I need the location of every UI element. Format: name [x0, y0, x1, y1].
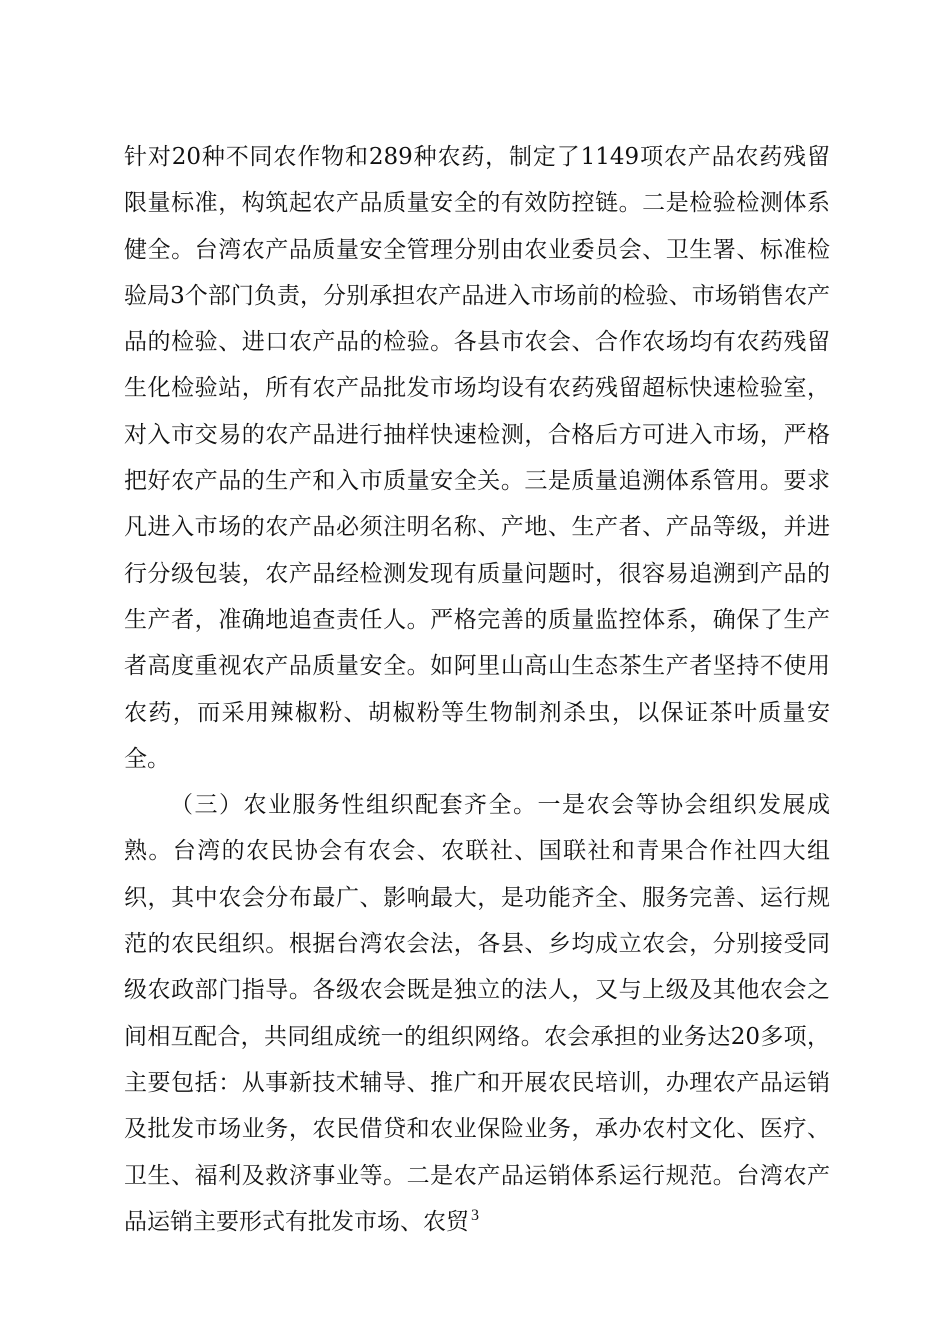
page-number: 3 [471, 1207, 479, 1224]
body-text [124, 134, 830, 1245]
paragraph-continuation: 针对20种不同农作物和289种农药，制定了1149项农产品农药残留限量标准，构筑起农产品质量安全的有效防控链。二是检验检测体系健全。台湾农产品质量安全管理分别由农业委员会、卫生署、标准检验局3个部门负责，分别承担农产品进入市场前的检验、市场销售农产品的检验、进口农产品的检验。各县市农会、合作农场均有农药残留生化检验站，所有农产品批发市场均设有农药残留超标快速检验室，对入市交易的农产品进行抽样快速检测，合格后方可进入市场，严格把好农产品的生产和入市质量安全关。三是质量追溯体系管用。要求凡进入市场的农产品必须注明名称、产地、生产者、产品等级，并进行分级包装，农产品经检测发现有质量问题时，很容易追溯到产品的生产者，准确地追查责任人。严格完善的质量监控体系，确保了生产者高度重视农产品质量安全。如阿里山高山生态茶生产者坚持不使用农药，而采用辣椒粉、胡椒粉等生物制剂杀虫，以保证茶叶质量安全。 [124, 144, 830, 772]
paragraph-section-three: （三）农业服务性组织配套齐全。一是农会等协会组织发展成熟。台湾的农民协会有农会、农联社、国联社和青果合作社四大组织，其中农会分布最广、影响最大，是功能齐全、服务完善、运行规范的农民组织。根据台湾农会法，各县、乡均成立农会，分别接受同级农政部门指导。各级农会既是独立的法人，又与上级及其他农会之间相互配合，共同组成统一的组织网络。农会承担的业务达20多项，主要包括：从事新技术辅导、推广和开展农民培训，办理农产品运销及批发市场业务，农民借贷和农业保险业务，承办农村文化、医疗、卫生、福利及救济事业等。二是农产品运销体系运行规范。台湾农产品运销主要形式有批发市场、农贸 [124, 792, 830, 1235]
